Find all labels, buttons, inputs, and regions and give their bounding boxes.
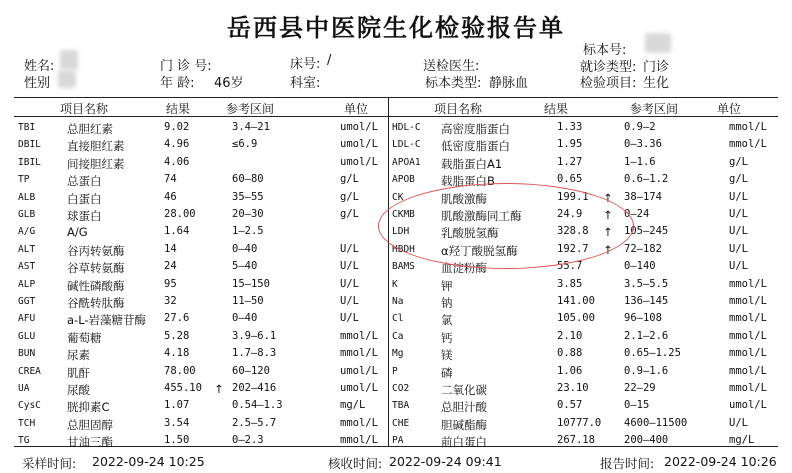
analyte-name: 二氧化碳 [441, 383, 487, 397]
analyte-code: APOA1 [392, 156, 421, 168]
table-row [14, 154, 778, 172]
reference-range: 0.6—1.2 [624, 173, 669, 186]
reference-range: 0.65—1.25 [624, 347, 681, 360]
reference-range: 2.5—5.7 [232, 416, 277, 429]
analyte-name: 肌酐 [67, 365, 90, 380]
test-item-label: 检验项目: [580, 76, 637, 91]
reference-range: 200—400 [624, 434, 669, 447]
reference-range: 1.7—8.3 [232, 347, 277, 360]
result-value: 78.00 [164, 364, 196, 377]
analyte-code: TCH [18, 417, 36, 429]
analyte-name: 肌酸激酶 [441, 191, 487, 206]
unit: umol/L [340, 364, 378, 377]
analyte-name: 谷丙转氨酶 [67, 243, 125, 258]
result-value: 1.33 [557, 121, 583, 133]
unit: mmol/L [340, 329, 378, 342]
result-value: 14 [164, 242, 177, 255]
result-value: 267.18 [557, 434, 595, 447]
receive-time: 2022-09-24 09:41 [389, 454, 502, 469]
analyte-name: 钙 [441, 330, 453, 345]
unit: g/L [340, 208, 359, 220]
reference-range: 35—55 [232, 190, 264, 203]
result-value: 27.6 [164, 312, 190, 325]
result-value: 1.06 [557, 364, 583, 377]
report-time: 2022-09-24 10:26 [664, 454, 777, 469]
analyte-code: PA [392, 435, 404, 447]
col-unit-left: 单位 [344, 102, 369, 116]
result-value: 2.10 [557, 329, 583, 342]
analyte-code: Cl [392, 313, 404, 325]
analyte-code: CK [392, 191, 404, 203]
result-value: 32 [164, 295, 177, 307]
annotation-oval [378, 183, 634, 269]
bed-label: 床号: [290, 57, 321, 72]
result-value: 23.10 [557, 382, 589, 394]
analyte-code: CHE [392, 417, 410, 429]
analyte-code: K [392, 278, 398, 290]
test-item-value: 生化 [643, 76, 670, 91]
result-value: 1.95 [557, 138, 583, 151]
analyte-name: 球蛋白 [67, 209, 102, 223]
analyte-code: ALB [18, 191, 36, 203]
result-value: 192.7 [557, 242, 589, 255]
unit: U/L [729, 225, 748, 238]
table-top-rule [14, 97, 778, 98]
result-value: 4.96 [164, 138, 190, 151]
unit: umol/L [340, 138, 378, 151]
reference-range: 0.54—1.3 [232, 399, 283, 412]
result-value: 1.50 [164, 434, 190, 447]
high-flag: ↑ [603, 208, 613, 222]
dept-label: 科室: [290, 76, 321, 91]
reference-range: 0—40 [232, 242, 258, 255]
analyte-name: 尿酸 [67, 383, 90, 397]
reference-range: 202—416 [232, 382, 277, 394]
table-row [14, 119, 778, 137]
unit: U/L [340, 277, 359, 290]
analyte-code: CREA [18, 365, 41, 377]
analyte-name: A/G [67, 225, 88, 240]
reference-range: 11—50 [232, 295, 264, 307]
collect-time-label: 采样时间: [22, 456, 77, 471]
reference-range: 4600—11500 [624, 416, 688, 429]
analyte-name: 镁 [441, 348, 453, 363]
doctor-label: 送检医生: [423, 59, 480, 74]
result-value: 10777.0 [557, 416, 602, 429]
analyte-name: 尿素 [67, 348, 90, 363]
reference-range: 0.9—1.6 [624, 364, 669, 377]
result-value: 74 [164, 173, 177, 186]
unit: mmol/L [340, 416, 378, 429]
reference-range: 72—182 [624, 242, 662, 255]
unit: mmol/L [729, 295, 767, 307]
analyte-code: AST [18, 261, 36, 273]
unit: U/L [729, 416, 748, 429]
analyte-name: 氯 [441, 313, 453, 328]
analyte-name: a-L-岩藻糖苷酶 [67, 313, 147, 328]
reference-range: 60—80 [232, 173, 264, 186]
analyte-code: AFU [18, 313, 36, 325]
unit: mmol/L [729, 382, 767, 394]
analyte-name: 总胆固醇 [67, 417, 113, 432]
reference-range: 0—2.3 [232, 434, 264, 447]
sample-no-label: 标本号: [583, 43, 627, 58]
gender-label: 性别 [24, 76, 51, 91]
table-row [14, 432, 778, 450]
col-result-left: 结果 [166, 102, 191, 116]
redacted-gender [58, 70, 76, 88]
analyte-code: CKMB [392, 209, 415, 220]
analyte-name: 葡萄糖 [67, 330, 102, 345]
analyte-code: TP [18, 174, 30, 186]
analyte-code: Na [392, 296, 404, 307]
col-unit-right: 单位 [717, 102, 742, 116]
unit: mg/L [729, 434, 755, 447]
unit: mmol/L [729, 138, 767, 151]
visit-type-value: 门诊 [643, 60, 670, 75]
reference-range: 0—140 [624, 260, 656, 273]
unit: g/L [729, 155, 748, 168]
analyte-name: 白蛋白 [67, 191, 102, 206]
reference-range: 3.9—6.1 [232, 329, 277, 342]
unit: mmol/L [729, 121, 767, 133]
sample-type-value: 静脉血 [489, 76, 529, 91]
result-value: 28.00 [164, 208, 196, 220]
analyte-name: 总蛋白 [67, 174, 102, 189]
clinic-no-label: 门 诊 号: [160, 59, 212, 74]
analyte-name: 乳酸脱氢酶 [441, 226, 499, 241]
result-value: 46 [164, 190, 177, 203]
analyte-code: Ca [392, 330, 404, 342]
table-row [14, 171, 778, 189]
sample-type-label: 标本类型: [425, 76, 482, 91]
analyte-code: GLU [18, 330, 36, 342]
result-value: 455.10 [164, 382, 202, 394]
analyte-code: TG [18, 435, 30, 447]
analyte-name: 胆碱酯酶 [441, 417, 487, 432]
result-value: 0.88 [557, 347, 583, 360]
analyte-code: A/G [18, 226, 36, 238]
analyte-code: APOB [392, 174, 415, 186]
reference-range: 38—174 [624, 190, 662, 203]
analyte-name: α羟丁酸脱氢酶 [441, 243, 518, 258]
unit: U/L [340, 260, 359, 273]
report-time-label: 报告时间: [600, 456, 655, 471]
reference-range: 20—30 [232, 208, 264, 220]
analyte-name: 钠 [441, 296, 453, 310]
table-row [14, 397, 778, 415]
reference-range: 105—245 [624, 225, 669, 238]
table-row [14, 380, 778, 398]
result-value: 55.7 [557, 260, 583, 273]
result-value: 9.02 [164, 121, 190, 133]
reference-range: 60—120 [232, 364, 270, 377]
analyte-code: HDL-C [392, 122, 421, 133]
unit: mg/L [340, 399, 366, 412]
analyte-name: 载脂蛋白A1 [441, 156, 503, 171]
analyte-code: LDL-C [392, 139, 421, 151]
unit: U/L [729, 208, 748, 220]
table-row [14, 310, 778, 328]
reference-range: 0—40 [232, 312, 258, 325]
analyte-name: 低密度脂蛋白 [441, 139, 510, 154]
unit: g/L [340, 173, 359, 186]
result-value: 24 [164, 260, 177, 273]
analyte-code: BUN [18, 348, 36, 360]
analyte-name: 钾 [441, 278, 453, 293]
analyte-code: UA [18, 383, 30, 394]
analyte-code: IBIL [18, 156, 41, 168]
result-value: 5.28 [164, 329, 190, 342]
analyte-code: LDH [392, 226, 410, 238]
col-name-right: 项目名称 [434, 102, 483, 116]
unit: mmol/L [729, 364, 767, 377]
result-value: 0.57 [557, 399, 583, 412]
analyte-code: Mg [392, 348, 404, 360]
result-value: 4.18 [164, 347, 190, 360]
table-row [14, 258, 778, 276]
analyte-code: TBA [392, 400, 410, 412]
analyte-name: 碱性磷酸酶 [67, 278, 125, 293]
unit: U/L [729, 260, 748, 273]
analyte-name: 间接胆红素 [67, 156, 125, 171]
analyte-code: CysC [18, 400, 41, 412]
reference-range: 3.4—21 [232, 121, 270, 133]
result-value: 1.27 [557, 155, 583, 168]
reference-range: 136—145 [624, 295, 669, 307]
analyte-name: 直接胆红素 [67, 139, 125, 154]
result-value: 199.1 [557, 190, 589, 203]
unit: mmol/L [729, 347, 767, 360]
high-flag: ↑ [603, 242, 613, 257]
table-row [14, 136, 778, 154]
name-label: 姓名: [24, 59, 55, 74]
receive-time-label: 核收时间: [328, 456, 383, 471]
analyte-name: 谷酰转肽酶 [67, 296, 125, 310]
unit: U/L [729, 190, 748, 203]
unit: U/L [729, 242, 748, 255]
col-name-left: 项目名称 [60, 102, 109, 116]
table-row [14, 293, 778, 311]
analyte-code: HBDH [392, 243, 415, 255]
result-value: 0.65 [557, 173, 583, 186]
analyte-name: 总胆汁酸 [441, 400, 487, 415]
analyte-code: BAMS [392, 261, 415, 273]
reference-range: 96—108 [624, 312, 662, 325]
visit-type-label: 就诊类型: [580, 60, 637, 75]
unit: mmol/L [340, 347, 378, 360]
analyte-name: 谷草转氨酶 [67, 261, 125, 276]
unit: U/L [340, 295, 359, 307]
result-value: 24.9 [557, 208, 583, 220]
analyte-code: GLB [18, 209, 36, 220]
unit: umol/L [340, 121, 378, 133]
result-value: 3.85 [557, 277, 583, 290]
reference-range: 5—40 [232, 260, 258, 273]
unit: mmol/L [729, 312, 767, 325]
analyte-name: 高密度脂蛋白 [441, 122, 510, 136]
analyte-name: 磷 [441, 365, 453, 380]
reference-range: 0—24 [624, 208, 650, 220]
analyte-code: TBI [18, 122, 36, 133]
unit: umol/L [340, 155, 378, 168]
col-result-right: 结果 [544, 102, 569, 116]
analyte-code: CO2 [392, 383, 410, 394]
reference-range: 1—2.5 [232, 225, 264, 238]
analyte-code: DBIL [18, 139, 41, 151]
col-ref-left: 参考区间 [226, 102, 275, 116]
analyte-name: 载脂蛋白B [441, 174, 495, 189]
unit: g/L [340, 190, 359, 203]
analyte-code: ALP [18, 278, 36, 290]
high-flag: ↑ [603, 225, 613, 240]
analyte-code: ALT [18, 243, 36, 255]
table-row [14, 276, 778, 294]
table-row [14, 345, 778, 363]
unit: U/L [340, 242, 359, 255]
unit: U/L [340, 312, 359, 325]
analyte-name: 总胆红素 [67, 122, 113, 136]
analyte-code: P [392, 365, 398, 377]
analyte-name: 肌酸激酶同工酶 [441, 209, 522, 223]
reference-range: 3.5—5.5 [624, 277, 669, 290]
analyte-code: GGT [18, 296, 36, 307]
analyte-name: 血淀粉酶 [441, 261, 487, 276]
result-value: 328.8 [557, 225, 589, 238]
col-ref-right: 参考区间 [630, 102, 679, 116]
unit: umol/L [340, 382, 378, 394]
reference-range: 2.1—2.6 [624, 329, 669, 342]
analyte-name: 甘油三酯 [67, 435, 113, 450]
unit: g/L [729, 173, 748, 186]
unit: mmol/L [729, 277, 767, 290]
result-value: 1.07 [164, 399, 190, 412]
reference-range: 0.9—2 [624, 121, 656, 133]
bed-value: / [327, 53, 332, 68]
result-value: 4.06 [164, 155, 190, 168]
result-value: 3.54 [164, 416, 190, 429]
reference-range: 1—1.6 [624, 155, 656, 168]
reference-range: ≤6.9 [232, 138, 258, 151]
unit: umol/L [729, 399, 767, 412]
analyte-name: 胱抑素C [67, 400, 110, 415]
table-row [14, 415, 778, 433]
table-row [14, 363, 778, 381]
age-value: 46岁 [214, 76, 244, 91]
table-row [14, 328, 778, 346]
reference-range: 0—3.36 [624, 138, 662, 151]
report-title: 岳西县中医院生化检验报告单 [227, 13, 565, 42]
age-label: 年 龄: [160, 76, 195, 91]
result-value: 1.64 [164, 225, 190, 238]
redacted-name [60, 50, 78, 70]
analyte-name: 前白蛋白 [441, 435, 487, 450]
reference-range: 0—15 [624, 399, 650, 412]
result-value: 95 [164, 277, 177, 290]
result-value: 105.00 [557, 312, 595, 325]
unit: mmol/L [340, 434, 378, 447]
high-flag: ↑ [603, 190, 613, 205]
reference-range: 22—29 [624, 382, 656, 394]
redacted-sample-no [645, 33, 671, 53]
unit: mmol/L [729, 329, 767, 342]
high-flag: ↑ [214, 382, 224, 396]
reference-range: 15—150 [232, 277, 270, 290]
collect-time: 2022-09-24 10:25 [92, 454, 205, 469]
result-value: 141.00 [557, 295, 595, 307]
